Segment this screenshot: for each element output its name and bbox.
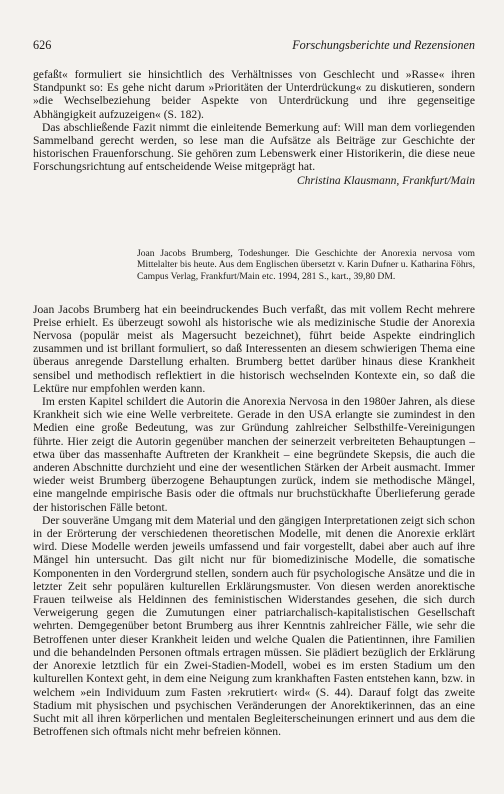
paragraph: Das abschließende Fazit nimmt die einleitende Bemerkung auf: Will man dem vorliegenden Sammelband gerecht werden, so lese man die Aufsätze als Beiträge zur Geschichte der historischen Frauenforschung. Sie gehören zum Lebenswerk einer Historikerin, die diese neue Forschungsrichtung auf entscheidende Weise mitgeprägt hat.: [33, 120, 475, 174]
section-spacer: [33, 187, 475, 248]
book-bibliography: Joan Jacobs Brumberg, Todeshunger. Die Geschichte der Anorexia nervosa vom Mittelalter bis heute. Aus dem Englischen übersetzt v. Karin Dufner u. Katharina Föhrs, Campus Verlag, Frankfurt/Main etc. 1994, 281 S., kart., 39,80 DM.: [137, 247, 475, 283]
section-gap: [33, 283, 475, 303]
paragraph: Der souveräne Umgang mit dem Material und den gängigen Interpretationen zeigt sich schon in der Erörterung der verschiedenen theoretischen Modelle, mit denen die Anorexie erklärt wird. Diese Modelle werden jeweils umfassend und fair vorgestellt, dabei aber auch auf ihre Mängel hin untersucht. Das gilt nicht nur für biomedizinische Modelle, die somatische Komponenten in den Vordergrund stellen, sondern auch für psychologische Ansätze und die in letzter Zeit sehr populären kulturellen Erklärungsmuster. Von diesen werden anorektische Frauen teilweise als Heldinnen des feministischen Widerstandes gesehen, die sich durch Verweigerung gegen die Zumutungen einer patriarchalisch-kapitalistischen Gesellschaft wehrten. Demgegenüber betont Brumberg aus ihrer Kenntnis zahlreicher Fälle, wie sehr die Betroffenen unter dieser Krankheit leiden und welche Qualen die Patientinnen, ihre Familien und die behandelnden Personen oftmals ertragen müssen. Sie plädiert bezüglich der Erklärung der Anorexie letztlich für ein Zwei-Stadien-Modell, wobei es im ersten Stadium um den kulturellen Kontext geht, in dem eine Neigung zum krankhaften Fasten entstehen kann, bzw. in welchem »ein Individuum zum Fasten ›rekrutiert‹ wird« (S. 44). Darauf folgt das zweite Stadium mit physischen und psychischen Veränderungen der Anorektikerinnen, das an eine Sucht mit all ihren körperlichen und mentalen Begleiterscheinungen erinnert und aus dem die Betroffenen sich oftmals nicht mehr befreien können.: [33, 513, 475, 739]
paragraph: gefaßt« formuliert sie hinsichtlich des Verhältnisses von Geschlecht und »Rasse« ihren Standpunkt so: Es gehe nicht darum »Prioritäten der Unterdrückung« zu diskutieren, sondern »die Wechselbeziehung beider Aspekte von Unterdrückung und ihre gegenseitige Abhängigkeit aufzuzeigen« (S. 182).: [33, 68, 475, 121]
document-page: [33, 38, 475, 738]
review-body: [33, 303, 475, 739]
paragraph: Joan Jacobs Brumberg hat ein beeindruckendes Buch verfaßt, das mit vollem Recht mehrere Preise erhielt. Es überzeugt sowohl als historische wie als medizinische Studie der Anorexia Nervosa (populär meist als Magersucht bezeichnet), führt beide Aspekte eindringlich zusammen und ist brillant formuliert, so daß Interessenten an diesem schwierigen Thema eine überaus anregende Darstellung erhalten. Brumberg bettet darüber hinaus diese Krankheit sensibel und methodisch reflektiert in die historisch wechselnden Kontexte ein, so daß die Lektüre nur empfohlen werden kann.: [33, 302, 475, 395]
page-number: 626: [33, 38, 52, 52]
running-header: [33, 38, 475, 68]
reviewer-signature: Christina Klausmann, Frankfurt/Main: [296, 173, 475, 187]
paragraph: Im ersten Kapitel schildert die Autorin die Anorexia Nervosa in den 1980er Jahren, als diese Krankheit sich wie eine Welle verbreitete. Gerade in den USA erlangte sie zumindest in den Medien eine große Bedeutung, was zur Gründung zahlreicher Selbsthilfe-Vereinigungen führte. Hier zeigt die Autorin gegenüber manchen der seinerzeit verbreiteten Behauptungen – etwa über das massenhafte Auftreten der Krankheit – eine begründete Skepsis, die auch die anderen Abschnitte durchzieht und eine der wesentlichen Stärken der Arbeit ausmacht. Immer wieder weist Brumberg überzogene Behauptungen zurück, indem sie methodische Mängel, eine mangelnde empirische Basis oder die oftmals nur bruchstückhafte Überlieferung gerade der historischen Fälle betont.: [33, 395, 475, 514]
running-title: Forschungsberichte und Rezensionen: [292, 38, 475, 52]
review-continuation: [33, 68, 475, 187]
